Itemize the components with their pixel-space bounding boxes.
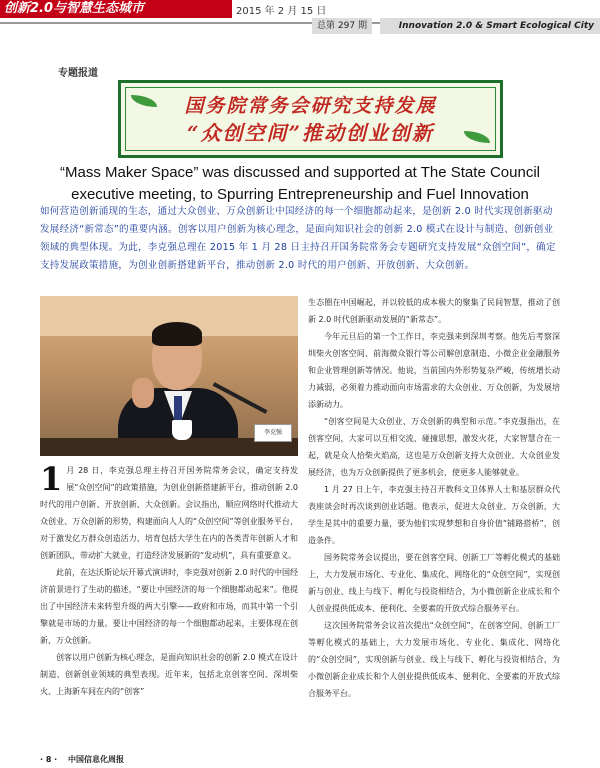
- body-paragraph: 此前，在达沃斯论坛开幕式演讲时，李克强对创新 2.0 时代的中国经济前景进行了生动的描述，“要让中国经济的每一个细胞都动起来”。他提出了中国经济未来转型升级的两大引擎——政府和市场，而其中第一个引擎就是市场的力量。要让中国经济的每一个细胞都动起来，主要体现在创新，万众创新。: [40, 568, 298, 645]
- news-photo: [40, 296, 298, 456]
- name-sign: 李克强: [254, 424, 292, 442]
- headline-line-1: 国务院常务会研究支持发展: [184, 95, 437, 117]
- english-series-title: Innovation 2.0 & Smart Ecological City: [380, 18, 600, 34]
- page-header: [0, 0, 600, 31]
- cup-icon: [172, 420, 192, 440]
- photo-person-hand: [132, 378, 154, 408]
- photo-person-hair: [152, 322, 202, 346]
- body-paragraph: “创客空间是大众创业、万众创新的典型和示范。”李克强指出，在创客空间，大家可以互相交流、碰撞思想，激发火花，大家智慧合在一起，就是众人拾柴火焰高，这也是万众创新支持大众创业、大众创业发展经济，也为万众创新提供了更多机会，使更多人能够就业。: [308, 417, 560, 477]
- body-paragraph: 1 月 27 日上午，李克强主持召开教科文卫体界人士和基层群众代表座谈会时再次谈到创业话题。他表示，促进大众创业、万众创新，大学生是其中的重要力量，要为他们实现梦想和自身价值“铺路搭桥”，创造条件。: [308, 485, 560, 545]
- dropcap: 1: [40, 460, 63, 498]
- body-paragraph: 创客以用户创新为核心理念，是面向知识社会的创新 2.0 模式在设计制造、创新创业领域的典型表现。近年来，包括北京创客空间、深圳柴火、上海新车间在内的“创客”: [40, 653, 298, 696]
- issue-date: 2015 年 2 月 15 日: [236, 6, 327, 17]
- english-headline: “Mass Maker Space” was discussed and supported at The State Council executive meeting, to Spurring Entrepreneurship and Fuel Innovation: [60, 164, 540, 203]
- body-paragraph: 今年元旦后的第一个工作日，李克强来到深圳考察。他先后考察深圳柴火创客空间、前海微众银行等公司解创意制造、小微企业金融服务和企业管理创新等情况。他说，当前国内外形势复杂严峻，传统增长动力减弱，必须着力推动面向市场需求的大众创业、万众创新，为发展培添新动力。: [308, 332, 560, 409]
- issue-number: 总第 297 期: [312, 18, 372, 34]
- publication-name: 中国信息化周报: [68, 755, 125, 764]
- body-paragraph: 月 28 日，李克强总理主持召开国务院常务会议，确定支持发展“众创空间”的政策措施，为创业创新搭建新平台，推动创新 2.0 时代的用户创新、开放创新、大众创新。会议指出，顺应网络时代推动大众创业、万众创新的形势，构建面向人人的“众创空间”等创业服务平台，对于激发亿万群众创造活力、培育包括大学生在内的各类青年创新人才和创新团队，带动扩大就业，打造经济发展新的“发动机”，具有重要意义。: [40, 466, 298, 560]
- page-footer: [40, 754, 124, 765]
- series-title: 创新2.0与智慧生态城市: [0, 0, 232, 18]
- headline-banner: [118, 80, 503, 158]
- page-number: · 8 ·: [40, 755, 58, 764]
- headline-line-2: “众创空间”推动创业创新: [186, 121, 434, 145]
- right-column: [308, 294, 560, 702]
- body-paragraph: 生态圈在中国崛起，并以较低的成本极大的聚集了民间智慧，推动了创新 2.0 时代创新驱动发展的“新常态”。: [308, 298, 560, 324]
- left-column: [40, 462, 298, 700]
- section-label: 专题报道: [58, 68, 98, 79]
- lead-paragraph: 如何营造创新涌现的生态，通过大众创业、万众创新让中国经济的每一个细胞都动起来，是创新 2.0 时代实现创新驱动发展经济“新常态”的重要内涵。创客以用户创新为核心理念，是面向知识社会的创新 2.0 模式在设计与制造、创新创业领域的典型体现。为此，李克强总理在 2015 年 1 月 28 日主持召开国务院常务会专题研究支持发展“众创空间”，确定支持发展政策措施，为创业创新搭建新平台，推动创新 2.0 时代的用户创新、开放创新、大众创新。: [40, 206, 556, 271]
- body-paragraph: 国务院常务会议提出，要在创客空间、创新工厂等孵化模式的基础上，大力发展市场化、专业化、集成化、网络化的“众创空间”，实现创新与创业、线上与线下、孵化与投资相结合，为小微创新企业成长和个人创业提供低成本、便利化、全要素的开放式综合服务平台。: [308, 553, 560, 613]
- body-paragraph: 这次国务院常务会议首次提出“众创空间”，在创客空间、创新工厂等孵化模式的基础上，大力发展市场化、专业化、集成化、网络化的“众创空间”，实现创新与创业、线上与线下、孵化与投资相结合，为小微创新企业成长和个人创业提供低成本、便利化、全要素的开放式综合服务平台。: [308, 621, 560, 698]
